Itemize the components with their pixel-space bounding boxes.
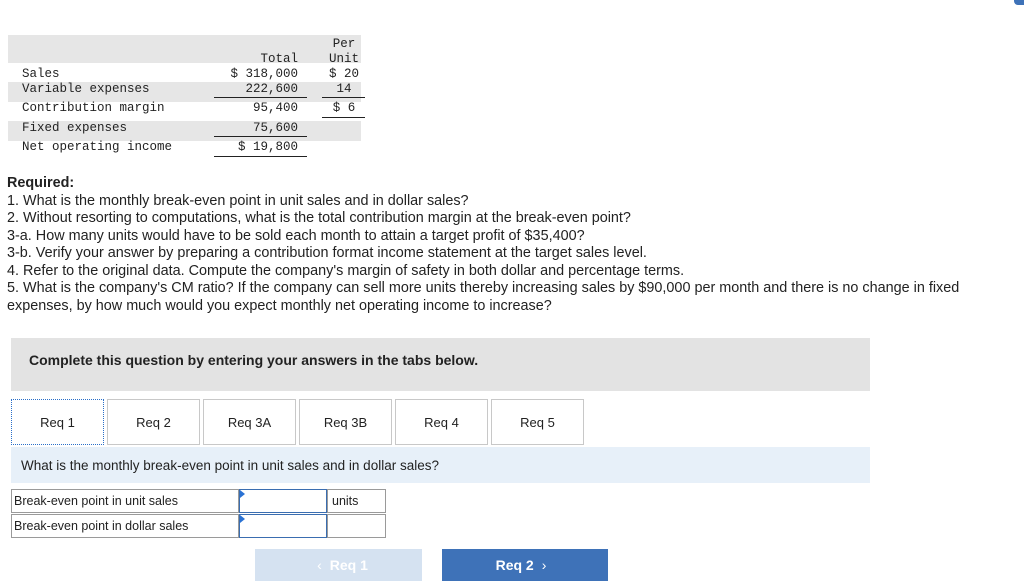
next-button[interactable] [442, 549, 608, 581]
row-total: $ 19,800 [237, 140, 298, 154]
header-unit: Unit [328, 52, 359, 66]
underline-rule [322, 97, 365, 98]
tab-req-3b[interactable]: Req 3B [299, 399, 392, 445]
double-underline-rule [214, 156, 307, 157]
tab-req-4[interactable]: Req 4 [395, 399, 488, 445]
row-label: Variable expenses [22, 82, 150, 96]
question-prompt [11, 447, 870, 483]
row-label: Net operating income [22, 140, 173, 154]
row-per-unit: $ 6 [332, 101, 356, 115]
header-per: Per [332, 37, 356, 51]
underline-rule [322, 117, 365, 118]
tab-req-1[interactable]: Req 1 [11, 399, 104, 445]
tab-req-3a[interactable]: Req 3A [203, 399, 296, 445]
question-item: 3-b. Verify your answer by preparing a contribution format income statement at the target sales level. [7, 245, 647, 261]
unit-sales-input[interactable] [239, 489, 327, 513]
row-label: Contribution margin [22, 101, 165, 115]
answer-label: Break-even point in unit sales [11, 489, 239, 513]
input-marker-icon [240, 515, 245, 523]
answer-row [11, 489, 386, 513]
question-item: 1. What is the monthly break-even point in unit sales and in dollar sales? [7, 192, 469, 209]
unit-label: units [327, 489, 386, 513]
dollar-sales-input[interactable] [239, 514, 327, 538]
row-label: Sales [22, 67, 60, 81]
instructions-panel [11, 338, 870, 391]
underline-rule [214, 97, 307, 98]
instructions-text: Complete this question by entering your answers in the tabs below. [29, 352, 479, 368]
chevron-right-icon: › [541, 557, 547, 573]
corner-accent [1014, 0, 1024, 5]
question-item: 3-a. How many units would have to be sold each month to attain a target profit of $35,400? [7, 227, 585, 244]
prev-button[interactable] [255, 549, 422, 581]
question-item: 4. Refer to the original data. Compute the company's margin of safety in both dollar and percentage terms. [7, 262, 685, 279]
underline-rule [214, 136, 307, 137]
prompt-text: What is the monthly break-even point in unit sales and in dollar sales? [21, 458, 439, 473]
tab-req-5[interactable]: Req 5 [491, 399, 584, 445]
tab-req-2[interactable]: Req 2 [107, 399, 200, 445]
required-questions [7, 175, 1017, 315]
answer-row [11, 514, 386, 538]
row-total: 75,600 [252, 121, 298, 135]
question-item: 5. What is the company's CM ratio? If the company can sell more units thereby increasing sales by $90,000 per month and there is no change in fixed expenses, by how much would you expect monthly net operating income to increase? [7, 280, 960, 314]
header-total: Total [260, 52, 298, 66]
row-total: 95,400 [252, 101, 298, 115]
input-marker-icon [240, 490, 245, 498]
row-total: $ 318,000 [230, 67, 298, 81]
row-per-unit: 14 [336, 82, 352, 96]
row-label: Fixed expenses [22, 121, 128, 135]
required-heading: Required: [7, 175, 75, 191]
unit-label [327, 514, 386, 538]
row-per-unit: $ 20 [328, 67, 359, 81]
row-total: 222,600 [245, 82, 298, 96]
prev-button-label: Req 1 [329, 557, 368, 573]
question-item: 2. Without resorting to computations, what is the total contribution margin at the break-even point? [7, 210, 631, 226]
next-button-label: Req 2 [495, 557, 534, 573]
chevron-left-icon: ‹ [317, 557, 322, 573]
income-statement-table [8, 35, 361, 159]
answer-label: Break-even point in dollar sales [11, 514, 239, 538]
table-stripe [8, 35, 361, 63]
